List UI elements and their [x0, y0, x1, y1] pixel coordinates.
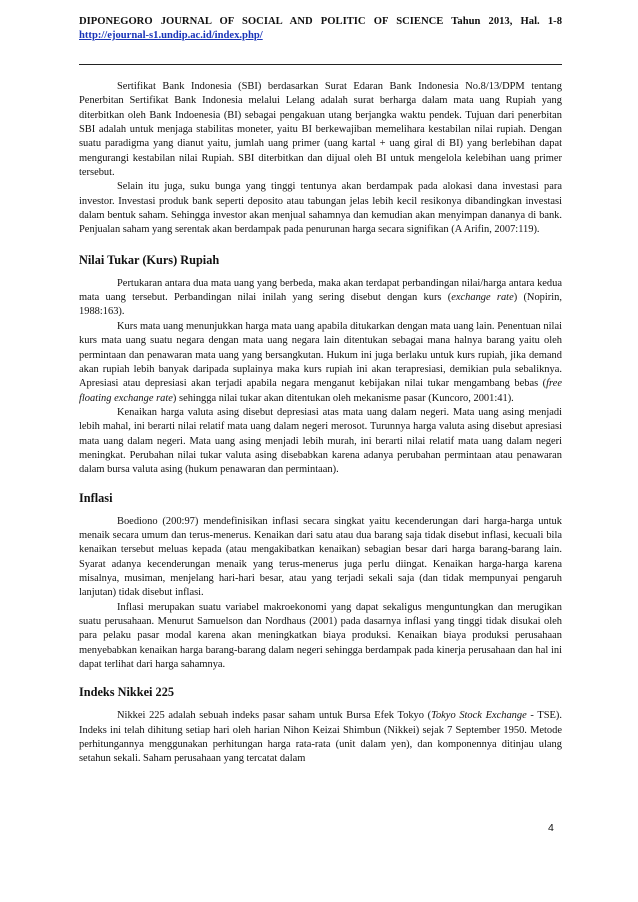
- term-exchange-rate: exchange rate: [451, 292, 514, 304]
- paragraph-sbi: Sertifikat Bank Indonesia (SBI) berdasarkan Surat Edaran Bank Indonesia No.8/13/DPM tentang Penerbitan Sertifikat Bank Indonesia melalui Lelang adalah surat berharga dalam mata uang Rupiah yang diterbitkan oleh Bank Indoenesia (BI) sebagai pengakuan utang berjangka waktu pendek. Tujuan dari penerbitan SBI adalah untuk menjaga stabilitas moneter, yaitu BI berkewajiban memelihara kestabilan nilai rupiah. Dengan suatu paradigma yang dianut yaitu, jumlah uang primer (uang kartal + uang giral di BI) yang berlebihan dapat mengurangi kestabilan nilai Rupiah. SBI diterbitkan dan dijual oleh BI untuk mengelola kelebihan uang primer tersebut.: [79, 81, 562, 179]
- paragraph-nikkei: Nikkei 225 adalah sebuah indeks pasar saham untuk Bursa Efek Tokyo (Tokyo Stock Exchange - TSE). Indeks ini telah dihitung setiap hari oleh harian Nihon Keizai Shimbun (Nikkei) sejak 7 September 1950. Metode perhitungannya menggunakan perhitungan harga rata-rata (unit dalam yen), dan komponennya ditinjau ulang setahun sekali. Saham perusahaan yang tercatat dalam: [79, 710, 562, 765]
- journal-url-link[interactable]: http://ejournal-s1.undip.ac.id/index.php/: [79, 30, 263, 41]
- paragraph-inflasi-definition: Boediono (200:97) mendefinisikan inflasi secara singkat yaitu kecenderungan dari harga-harga untuk menaik secara umum dan terus-menerus. Kenaikan dari satu atau dua barang saja tidak disebut inflasi, kecuali bila kenaikan tersebut meluas kepada (atau mengakibatkan kenaikan) sebagian besar dari harga barang-barang lain. Syarat adanya kecenderungan menaik yang terus-menerus juga perlu diingat. Kenaikan harga-harga karena misalnya, musiman, menjelang hari-hari besar, atau yang terjadi sekali saja (dan tidak mempunyai pengaruh lanjutan) tidak disebut inflasi.: [79, 515, 562, 599]
- paragraph-kurs-depresiasi: Kenaikan harga valuta asing disebut depresiasi atas mata uang dalam negeri. Mata uang asing menjadi lebih mahal, ini berarti nilai relatif mata uang dalam negeri merosot. Turunnya harga valuta asing disebut apresiasi mata uang dalam negeri. Mata uang asing menjadi lebih murah, ini berarti nilai relatif mata uang dalam negeri meningkat. Perubahan nilai tukar valuta asing disebabkan karena adanya perubahan permintaan atau penawaran dalam bursa valuta asing (hukum penawaran dan permintaan).: [79, 406, 562, 476]
- paragraph-suku-bunga: Selain itu juga, suku bunga yang tinggi tentunya akan berdampak pada alokasi dana investasi para investor. Investasi produk bank seperti deposito atau tabungan jelas lebih kecil resikonya dibandingkan investasi dalam bentuk saham. Sehingga investor akan menjual sahamnya dan kemudian akan menyimpan dananya di bank. Penjualan saham yang serentak akan berdampak pada penurunan harga secara signifikan (A Arifin, 2007:119).: [79, 181, 562, 236]
- running-header: [79, 15, 562, 43]
- term-tokyo-stock-exchange: Tokyo Stock Exchange: [431, 710, 527, 722]
- heading-nilai-tukar: Nilai Tukar (Kurs) Rupiah: [79, 252, 220, 267]
- heading-inflasi: Inflasi: [79, 490, 113, 505]
- page-number: 4: [548, 822, 554, 834]
- heading-nikkei: Indeks Nikkei 225: [79, 685, 174, 700]
- article-body: [79, 80, 562, 767]
- term-free-floating: free floating exchange rate: [79, 378, 562, 404]
- paragraph-kurs-definition: Pertukaran antara dua mata uang yang berbeda, maka akan terdapat perbandingan nilai/harga antara kedua mata uang tersebut. Perbandingan nilai inilah yang sering disebut dengan kurs (exchange rate) (Nopirin, 1988:163).: [79, 277, 562, 318]
- paragraph-inflasi-impact: Inflasi merupakan suatu variabel makroekonomi yang dapat sekaligus menguntungkan dan merugikan suatu perusahaan. Menurut Samuelson dan Nordhaus (2001) pada dasarnya inflasi yang tinggi tidak disukai oleh para pelaku pasar modal karena akan meningkatkan biaya produksi. Kenaikan biaya produksi perusahaan menyebabkan kenaikan harga barang-barang dalam negeri sehingga berdampak pada kinerja perusahaan dan hal ini dapat terlihat dari harga sahamnya.: [79, 601, 562, 671]
- header-divider: [79, 64, 562, 65]
- journal-title: DIPONEGORO JOURNAL OF SOCIAL AND POLITIC OF SCIENCE Tahun 2013, Hal. 1-8: [79, 16, 562, 27]
- paragraph-kurs-determination: Kurs mata uang menunjukkan harga mata uang apabila ditukarkan dengan mata uang lain. Penentuan nilai kurs mata uang suatu negara dengan mata uang negara lain ditentukan sebagai mana halnya barang yaitu oleh permintaan dan penawaran mata uang yang bersangkutan. Hukum ini juga berlaku untuk kurs rupiah, jika demand akan rupiah lebih banyak daripada suplainya maka kurs rupiah ini akan terapresiasi, demikian pula sebaliknya. Apresiasi atau depresiasi akan terjadi apabila negara menganut kebijakan nilai tukar mengambang bebas (free floating exchange rate) sehingga nilai tukar akan ditentukan oleh mekanisme pasar (Kuncoro, 2001:41).: [79, 320, 562, 404]
